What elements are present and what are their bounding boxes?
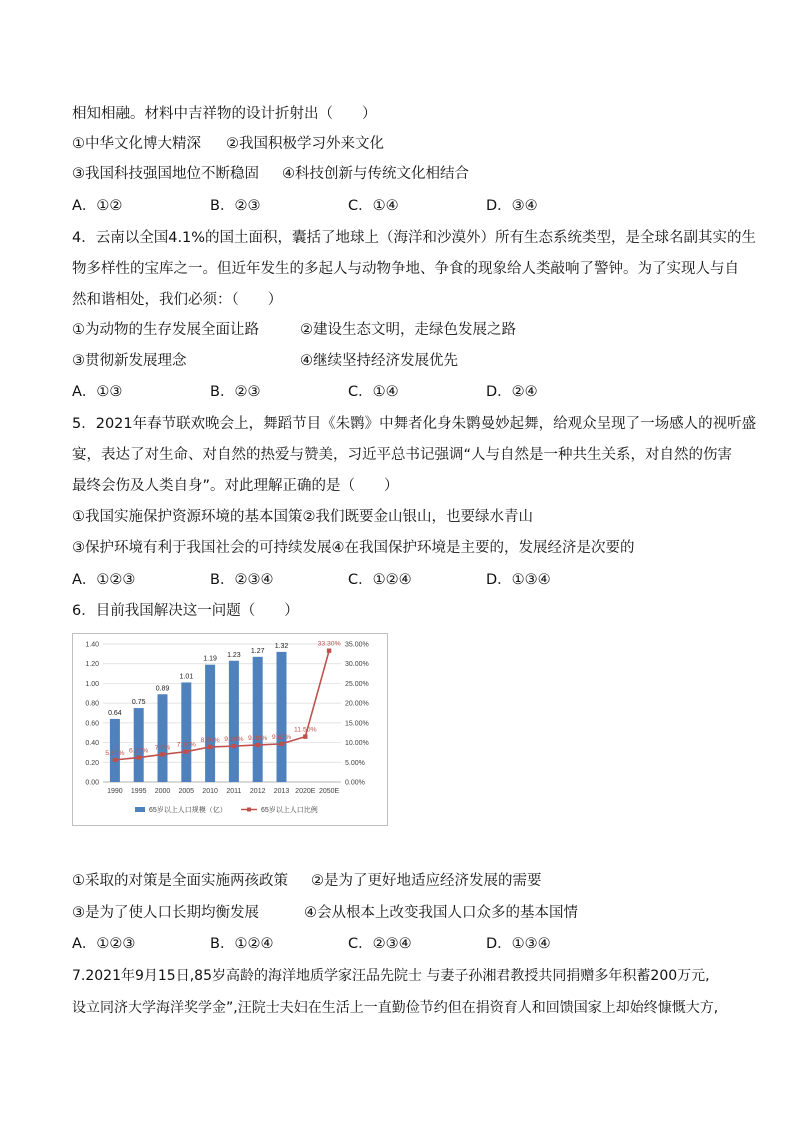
line-point <box>303 734 307 738</box>
line-point <box>137 755 141 759</box>
line-point <box>160 752 164 756</box>
q4-statement-2: ②建设生态文明，走绿色发展之路 <box>300 322 516 338</box>
bar <box>181 682 191 782</box>
line-point <box>232 744 236 748</box>
q7-stem-line-1: 7.2021年9月15日,85岁高龄的海洋地质学家汪品先院士 与妻子孙湘君教授共同捐赠多年积蓄200万元, <box>72 968 710 984</box>
q4-stem-line-2: 物多样性的宝库之一。但近年发生的多起人与动物争地、争食的现象给人类敲响了警钟。为了实现人与自 <box>72 261 739 277</box>
bar-data-label: 1.01 <box>179 673 194 681</box>
line-data-label: 7.70% <box>176 741 196 749</box>
y-right-tick-label: 5.00% <box>345 759 365 767</box>
bar-data-label: 1.32 <box>274 642 289 650</box>
bar-data-label: 1.23 <box>227 651 241 659</box>
line-data-label: 8.90% <box>200 736 220 744</box>
line-point <box>279 742 283 746</box>
x-tick-label: 2013 <box>273 788 290 795</box>
x-tick-label: 2011 <box>226 788 242 795</box>
y-right-tick-label: 15.00% <box>345 720 369 728</box>
y-right-tick-label: 10.00% <box>345 740 369 748</box>
q4-statement-1: ①为动物的生存发展全面让路 <box>72 322 259 338</box>
q5-option-c[interactable]: C．①②④ <box>348 572 412 588</box>
line-point <box>208 745 212 749</box>
x-tick-label: 2005 <box>178 788 195 795</box>
q4-option-b[interactable]: B．②③ <box>210 384 261 400</box>
q6-option-c[interactable]: C．②③④ <box>348 936 412 952</box>
q5-stem-line-1: 5．2021年春节联欢晚会上，舞蹈节目《朱鹮》中舞者化身朱鹮曼妙起舞，给观众呈现了一场感人的视听盛 <box>72 416 757 432</box>
bar-data-label: 1.19 <box>203 655 217 663</box>
q4-statement-4: ④继续坚持经济发展优先 <box>300 353 458 369</box>
bar <box>253 657 263 782</box>
q6-statement-4: ④会从根本上改变我国人口众多的基本国情 <box>304 905 578 921</box>
line-data-label: 7.0% <box>154 744 171 752</box>
y-left-tick-label: 0.60 <box>85 720 99 728</box>
q6-stem: 6．目前我国解决这一问题（ ） <box>72 603 299 619</box>
x-tick-label: 2000 <box>154 788 171 795</box>
x-tick-label: 1995 <box>130 788 147 795</box>
q6-statement-2: ②是为了更好地适应经济发展的需要 <box>311 873 542 889</box>
y-left-tick-label: 1.00 <box>85 680 99 688</box>
q5-statements-1-2: ①我国实施保护资源环境的基本国策②我们既要金山银山，也要绿水青山 <box>72 509 533 525</box>
y-right-tick-label: 20.00% <box>345 700 369 708</box>
q7-stem-line-2: 设立同济大学海洋奖学金”,汪院士夫妇在生活上一直勤俭节约但在捐资育人和回馈国家上却始终慷慨大方, <box>72 1000 719 1016</box>
bar <box>134 708 144 782</box>
y-right-tick-label: 35.00% <box>345 641 369 649</box>
legend-bar-label: 65岁以上人口规模（亿） <box>149 807 227 814</box>
q4-stem-line-3: 然和谐相处，我们必须：（ ） <box>72 292 283 308</box>
bar <box>205 665 215 782</box>
x-tick-label: 2010 <box>202 788 218 795</box>
x-tick-label: 2020E <box>295 788 316 795</box>
y-left-tick-label: 0.80 <box>85 700 99 708</box>
line-data-label: 9.10% <box>224 736 244 744</box>
population-aging-chart <box>72 633 388 826</box>
line-point <box>256 743 260 747</box>
x-tick-label: 1990 <box>107 788 123 795</box>
q6-statement-3: ③是为了使人口长期均衡发展 <box>72 905 259 921</box>
q4-stem-line-1: 4．云南以全国4.1%的国土面积，囊括了地球上（海洋和沙漠外）所有生态系统类型，是全球名副其实的生 <box>72 230 757 246</box>
q4-statement-3: ③贯彻新发展理念 <box>72 353 187 369</box>
y-left-tick-label: 0.20 <box>85 759 99 767</box>
q3-option-a[interactable]: A．①② <box>72 198 123 214</box>
bar-data-label: 1.27 <box>250 647 265 655</box>
bar <box>158 694 168 782</box>
line-point <box>184 749 188 753</box>
y-right-tick-label: 25.00% <box>345 680 369 688</box>
q4-option-c[interactable]: C．①④ <box>348 384 399 400</box>
y-left-tick-label: 1.20 <box>85 661 99 669</box>
x-tick-label: 2012 <box>249 788 266 795</box>
line-point <box>113 758 117 762</box>
q6-option-a[interactable]: A．①②③ <box>72 936 136 952</box>
q3-option-c[interactable]: C．①④ <box>348 198 399 214</box>
q4-option-a[interactable]: A．①③ <box>72 384 123 400</box>
bar-data-label: 0.89 <box>155 685 170 693</box>
q3-statement-3: ③我国科技强国地位不断稳固 <box>72 166 259 182</box>
y-right-tick-label: 30.00% <box>345 661 369 669</box>
q6-statement-1: ①采取的对策是全面实施两孩政策 <box>72 873 288 889</box>
bar <box>277 652 287 782</box>
line-data-label: 9.67% <box>271 733 292 741</box>
q5-option-b[interactable]: B．②③④ <box>210 572 274 588</box>
q3-option-b[interactable]: B．②③ <box>210 198 261 214</box>
q5-statements-3-4: ③保护环境有利于我国社会的可持续发展④在我国保护环境是主要的，发展经济是次要的 <box>72 540 635 556</box>
bar-data-label: 0.75 <box>131 699 146 707</box>
line-data-label: 6.20% <box>129 747 149 755</box>
bar <box>229 661 239 782</box>
legend-bar-swatch <box>135 807 145 812</box>
y-left-tick-label: 0.40 <box>85 740 99 748</box>
chart-svg <box>73 634 387 825</box>
line-data-label: 33.30% <box>317 640 341 648</box>
y-right-tick-label: 0.00% <box>345 779 365 787</box>
x-tick-label: 2050E <box>318 788 340 795</box>
line-data-label: 11.50% <box>294 726 317 734</box>
legend-line-marker <box>247 808 251 812</box>
line-series <box>115 651 329 760</box>
y-left-tick-label: 0.00 <box>85 779 99 787</box>
line-data-label: 9.39% <box>248 734 268 742</box>
q3-option-d[interactable]: D．③④ <box>486 198 538 214</box>
q5-stem-line-3: 最终会伤及人类自身”。对此理解正确的是（ ） <box>72 478 399 494</box>
bar-data-label: 0.64 <box>108 709 122 717</box>
q3-statement-4: ④科技创新与传统文化相结合 <box>282 166 469 182</box>
q5-option-d[interactable]: D．①③④ <box>486 572 551 588</box>
q4-option-d[interactable]: D．②④ <box>486 384 538 400</box>
legend-line-label: 65岁以上人口比例 <box>261 807 318 814</box>
y-left-tick-label: 1.40 <box>85 641 99 649</box>
line-point <box>327 649 331 653</box>
q5-stem-line-2: 宴，表达了对生命、对自然的热爱与赞美，习近平总书记强调“人与自然是一种共生关系，对自然的伤害 <box>72 447 733 463</box>
q6-option-d[interactable]: D．①③④ <box>486 936 551 952</box>
q3-statement-2: ②我国积极学习外来文化 <box>226 136 384 152</box>
q5-option-a[interactable]: A．①②③ <box>72 572 136 588</box>
q6-option-b[interactable]: B．①②④ <box>210 936 274 952</box>
q3-stem: 相知相融。材料中吉祥物的设计折射出（ ） <box>72 106 377 122</box>
line-data-label: 5.60% <box>105 749 125 757</box>
q3-statement-1: ①中华文化博大精深 <box>72 136 201 152</box>
